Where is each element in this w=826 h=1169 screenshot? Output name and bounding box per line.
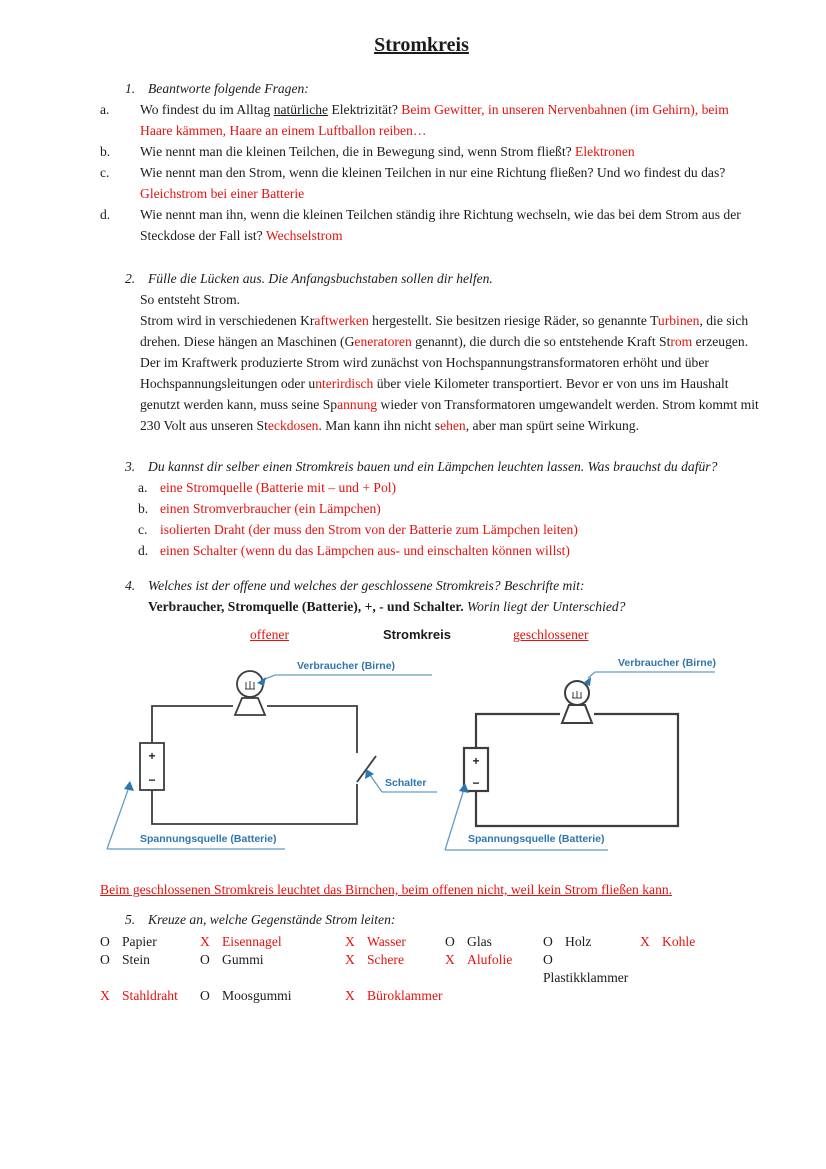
- text-segment: ehen: [440, 418, 466, 433]
- q2-clozetext: [140, 310, 760, 436]
- conductor-item: [345, 933, 445, 951]
- checked-mark: X: [640, 934, 650, 949]
- q1-item-d-text: [140, 204, 760, 246]
- source-callout: [107, 781, 285, 849]
- unchecked-mark: O: [543, 934, 553, 949]
- text-segment: genannt), die durch die so entstehende Kraft St: [411, 334, 671, 349]
- wire-segment: [152, 706, 233, 743]
- text-segment: eckdosen: [267, 418, 319, 433]
- conductor-label: Alufolie: [467, 952, 513, 967]
- text-segment: Wechselstrom: [265, 228, 343, 243]
- q4-answer: Beim geschlossenen Stromkreis leuchtet das Birnchen, beim offenen nicht, weil kein Strom fließen kann.: [100, 882, 673, 897]
- q5-prompt: Kreuze an, welche Gegenstände Strom leiten:: [148, 912, 396, 927]
- unchecked-mark: O: [200, 988, 210, 1003]
- q4-number: 4.: [125, 578, 136, 593]
- q1-item-a: [100, 99, 760, 141]
- checked-mark: X: [100, 988, 110, 1003]
- conductor-label: Eisennagel: [222, 934, 282, 949]
- conductor-item: [200, 951, 345, 987]
- q1-item-b-text: [140, 141, 760, 162]
- question-4: [100, 575, 760, 900]
- switch-callout: [365, 769, 437, 792]
- conductor-item: [543, 951, 640, 987]
- text-segment: , aber man spürt seine Wirkung.: [465, 418, 639, 433]
- conductor-grid: [100, 933, 760, 1005]
- text-segment: , die sich drehen. Diese hängen an Maschinen (G: [140, 313, 749, 349]
- q3-item-c: [100, 519, 760, 540]
- q5-number: 5.: [125, 912, 136, 927]
- text-segment: Worin liegt der Unterschied?: [467, 599, 626, 614]
- text-segment: Gleichstrom bei einer Batterie: [140, 186, 305, 201]
- source-label: Spannungsquelle (Batterie): [468, 833, 605, 845]
- q3-item-a-text: eine Stromquelle (Batterie mit – und + Pol): [160, 480, 397, 495]
- conductor-label: Gummi: [222, 952, 264, 967]
- text-segment: über viele Kilometer transportiert. Bevor er von uns im Haushalt genutzt werden kann, muss seine Sp: [140, 376, 729, 412]
- q2-prompt-row: [100, 268, 760, 289]
- text-segment: Beim Gewitter, in unseren Nervenbahnen (im Gehirn), beim Haare kämmen, Haare an einem Luftballon reiben…: [140, 102, 729, 138]
- conductor-item: [543, 933, 640, 951]
- conductor-label: Büroklammer: [367, 988, 443, 1003]
- conductor-label: Plastikklammer: [543, 970, 629, 985]
- closed-circuit-diagram: [440, 653, 785, 868]
- wire-segment: [152, 784, 357, 824]
- source-callout: [445, 783, 608, 850]
- text-segment: . Man kann ihn nicht s: [318, 418, 441, 433]
- q3-number: 3.: [125, 459, 136, 474]
- label-open: offener: [250, 627, 289, 642]
- circuit-labels-row: [100, 624, 760, 645]
- conductor-label: Stein: [122, 952, 150, 967]
- conductor-item: [100, 933, 200, 951]
- conductor-label: Wasser: [367, 934, 406, 949]
- text-segment: annung: [337, 397, 378, 412]
- conductor-label: Holz: [565, 934, 592, 949]
- conductor-item: [445, 951, 543, 987]
- q3-item-d-text: einen Schalter (wenn du das Lämpchen aus- und einschalten können willst): [160, 543, 570, 558]
- conductor-label: Glas: [467, 934, 492, 949]
- text-segment: natürliche: [273, 102, 329, 117]
- conductor-row: [100, 933, 760, 951]
- text-segment: erzeugen. Der im Kraftwerk produzierte Strom wird zunächst von Hochspannungstransformatoren erhöht und über Hochspannungsleitungen oder u: [140, 334, 749, 391]
- conductor-item: [345, 951, 445, 987]
- conductor-label: Moosgummi: [222, 988, 292, 1003]
- battery-minus: −: [472, 776, 480, 790]
- checked-mark: X: [200, 934, 210, 949]
- q3-item-b-text: einen Stromverbraucher (ein Lämpchen): [160, 501, 381, 516]
- bulb-icon: [562, 681, 592, 723]
- label-closed: geschlossener: [513, 627, 589, 642]
- conductor-item: [100, 987, 200, 1005]
- q3-prompt-row: [100, 456, 760, 477]
- q3-item-b: [100, 498, 760, 519]
- wire-segment: [476, 714, 678, 826]
- text-segment: eneratoren: [354, 334, 412, 349]
- wire-segment: [476, 714, 560, 748]
- consumer-callout: [257, 660, 432, 686]
- q3-item-c-label: c.: [138, 522, 148, 537]
- unchecked-mark: O: [543, 952, 553, 967]
- question-2: [100, 268, 760, 436]
- q1-prompt: Beantworte folgende Fragen:: [148, 81, 309, 96]
- text-segment: Wie nennt man den Strom, wenn die kleinen Teilchen in nur eine Richtung fließen? Und wo findest du das?: [140, 165, 726, 180]
- conductor-label: Schere: [367, 952, 404, 967]
- q3-item-d-label: d.: [138, 543, 149, 558]
- open-circuit-diagram: [95, 653, 440, 868]
- page-title: Stromkreis: [374, 34, 469, 56]
- battery-plus: +: [472, 754, 480, 768]
- conductor-item: [345, 987, 445, 1005]
- text-segment: hergestellt. Sie besitzen riesige Räder, so genannte T: [368, 313, 658, 328]
- q5-prompt-row: [100, 909, 760, 930]
- q3-prompt: Du kannst dir selber einen Stromkreis bauen und ein Lämpchen leuchten lassen. Was brauchst du dafür?: [148, 459, 718, 474]
- conductor-label: Kohle: [662, 934, 696, 949]
- checked-mark: X: [345, 988, 355, 1003]
- text-segment: nterirdisch: [315, 376, 374, 391]
- unchecked-mark: O: [100, 934, 110, 949]
- text-segment: Wo findest du im Alltag: [140, 102, 274, 117]
- q4-prompt-line1: Welches ist der offene und welches der geschlossene Stromkreis? Beschrifte mit:: [148, 578, 585, 593]
- question-1: [100, 78, 760, 246]
- q1-number: 1.: [125, 81, 136, 96]
- battery-minus: −: [148, 773, 156, 787]
- conductor-item: [100, 951, 200, 987]
- q3-item-b-label: b.: [138, 501, 149, 516]
- text-segment: Elektronen: [575, 144, 635, 159]
- text-segment: Verbraucher, Stromquelle (Batterie), +, - und Schalter.: [148, 599, 464, 614]
- conductor-item: [200, 933, 345, 951]
- checked-mark: X: [445, 952, 455, 967]
- question-3: [100, 456, 760, 561]
- text-segment: Wie nennt man die kleinen Teilchen, die in Bewegung sind, wenn Strom fließt?: [140, 144, 576, 159]
- q2-intro: So entsteht Strom.: [140, 292, 241, 307]
- consumer-callout: [583, 657, 716, 686]
- q1-item-d-label: d.: [100, 207, 111, 222]
- q3-item-d: [100, 540, 760, 561]
- q3-item-c-text: isolierten Draht (der muss den Strom von der Batterie zum Lämpchen leiten): [160, 522, 578, 537]
- q3-item-a-label: a.: [138, 480, 148, 495]
- text-segment: aftwerken: [314, 313, 369, 328]
- q4-prompt: [148, 575, 760, 617]
- text-segment: Strom wird in verschiedenen Kr: [140, 313, 315, 328]
- conductor-label: Stahldraht: [122, 988, 178, 1003]
- conductor-item: [640, 933, 760, 951]
- q1-item-b-label: b.: [100, 144, 111, 159]
- switch-label: Schalter: [385, 777, 427, 789]
- q1-prompt-row: [100, 78, 760, 99]
- q1-item-d: [100, 204, 760, 246]
- unchecked-mark: O: [445, 934, 455, 949]
- text-segment: Elektrizität?: [328, 102, 402, 117]
- conductor-item: [445, 933, 543, 951]
- consumer-label: Verbraucher (Birne): [618, 657, 717, 669]
- conductor-row: [100, 987, 760, 1005]
- q1-item-c-text: [140, 162, 760, 204]
- text-segment: Wie nennt man ihn, wenn die kleinen Teilchen ständig ihre Richtung wechseln, wie das bei dem Strom aus der Steckdose der Fall ist?: [140, 207, 741, 243]
- checked-mark: X: [345, 934, 355, 949]
- consumer-label: Verbraucher (Birne): [297, 660, 396, 672]
- label-stromkreis: Stromkreis: [383, 627, 451, 642]
- q1-item-c: [100, 162, 760, 204]
- conductor-row: [100, 951, 760, 987]
- conductor-label: Papier: [122, 934, 157, 949]
- q1-item-a-label: a.: [100, 102, 110, 117]
- bulb-icon: [235, 671, 265, 715]
- q1-item-b: [100, 141, 760, 162]
- q1-item-a-text: [140, 99, 760, 141]
- q4-prompt-row: [100, 575, 760, 617]
- checked-mark: X: [345, 952, 355, 967]
- text-segment: rom: [670, 334, 693, 349]
- q2-prompt: Fülle die Lücken aus. Die Anfangsbuchstaben sollen dir helfen.: [148, 271, 493, 286]
- q4-prompt-line2: [148, 596, 760, 617]
- text-segment: urbinen: [657, 313, 700, 328]
- source-label: Spannungsquelle (Batterie): [140, 833, 277, 845]
- wire-segment: [267, 706, 357, 753]
- conductor-item: [200, 987, 345, 1005]
- circuit-diagrams: [95, 653, 760, 868]
- unchecked-mark: O: [100, 952, 110, 967]
- text-segment: wieder von Transformatoren umgewandelt werden. Strom kommt mit 230 Volt aus unseren St: [140, 397, 759, 433]
- q3-item-a: [100, 477, 760, 498]
- battery-plus: +: [148, 749, 156, 763]
- unchecked-mark: O: [200, 952, 210, 967]
- q2-number: 2.: [125, 271, 136, 286]
- q1-item-c-label: c.: [100, 165, 110, 180]
- question-5: [100, 909, 760, 1005]
